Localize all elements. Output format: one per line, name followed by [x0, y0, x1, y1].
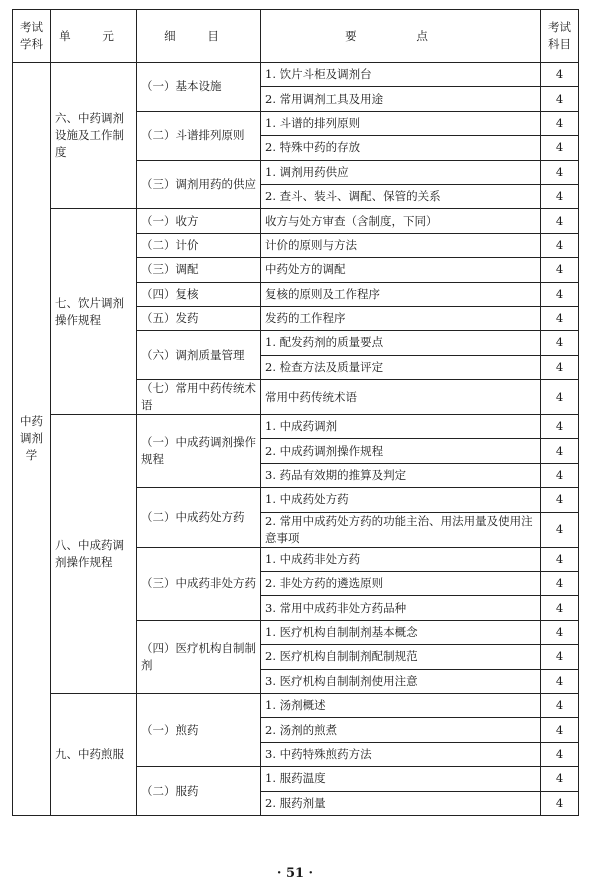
unit-cell: 六、中药调剂设施及工作制度	[51, 63, 137, 209]
point-cell: 收方与处方审查（含制度，下同）	[261, 209, 541, 233]
detail-cell: （七）常用中药传统术语	[137, 380, 261, 415]
point-cell: 1. 中成药非处方药	[261, 547, 541, 571]
level-cell: 4	[541, 693, 579, 717]
level-cell: 4	[541, 767, 579, 791]
detail-cell: （四）复核	[137, 282, 261, 306]
table-header-row	[13, 10, 579, 63]
point-cell: 2. 汤剂的煎煮	[261, 718, 541, 742]
header-points: 要 点	[261, 10, 541, 63]
level-cell: 4	[541, 160, 579, 184]
point-cell: 2. 特殊中药的存放	[261, 136, 541, 160]
table-row	[13, 693, 579, 717]
detail-cell: （二）服药	[137, 767, 261, 816]
subject-cell: 中药调剂学	[13, 63, 51, 816]
syllabus-table	[12, 9, 579, 816]
header-detail: 细 目	[137, 10, 261, 63]
level-cell: 4	[541, 463, 579, 487]
header-subject: 考试学科	[13, 10, 51, 63]
detail-cell: （六）调剂质量管理	[137, 331, 261, 380]
unit-cell: 七、饮片调剂操作规程	[51, 209, 137, 415]
level-cell: 4	[541, 282, 579, 306]
level-cell: 4	[541, 233, 579, 257]
detail-cell: （四）医疗机构自制制剂	[137, 620, 261, 693]
header-unit: 单 元	[51, 10, 137, 63]
detail-cell: （三）调剂用药的供应	[137, 160, 261, 209]
table-row	[13, 63, 579, 87]
point-cell: 复核的原则及工作程序	[261, 282, 541, 306]
point-cell: 2. 检查方法及质量评定	[261, 355, 541, 379]
unit-cell: 九、中药煎服	[51, 693, 137, 815]
level-cell: 4	[541, 572, 579, 596]
point-cell: 2. 医疗机构自制制剂配制规范	[261, 645, 541, 669]
level-cell: 4	[541, 136, 579, 160]
point-cell: 1. 斗谱的排列原则	[261, 111, 541, 135]
point-cell: 3. 药品有效期的推算及判定	[261, 463, 541, 487]
point-cell: 2. 查斗、装斗、调配、保管的关系	[261, 184, 541, 208]
point-cell: 3. 中药特殊煎药方法	[261, 742, 541, 766]
point-cell: 1. 饮片斗柜及调剂台	[261, 63, 541, 87]
detail-cell: （二）斗谱排列原则	[137, 111, 261, 160]
unit-cell: 八、中成药调剂操作规程	[51, 415, 137, 694]
detail-cell: （二）中成药处方药	[137, 488, 261, 547]
level-cell: 4	[541, 547, 579, 571]
point-cell: 计价的原则与方法	[261, 233, 541, 257]
level-cell: 4	[541, 355, 579, 379]
detail-cell: （一）中成药调剂操作规程	[137, 415, 261, 488]
point-cell: 1. 汤剂概述	[261, 693, 541, 717]
level-cell: 4	[541, 596, 579, 620]
level-cell: 4	[541, 488, 579, 512]
point-cell: 中药处方的调配	[261, 258, 541, 282]
level-cell: 4	[541, 439, 579, 463]
point-cell: 2. 常用中成药处方药的功能主治、用法用量及使用注意事项	[261, 512, 541, 547]
table-row	[13, 209, 579, 233]
level-cell: 4	[541, 184, 579, 208]
point-cell: 1. 医疗机构自制制剂基本概念	[261, 620, 541, 644]
point-cell: 1. 中成药处方药	[261, 488, 541, 512]
table-body	[13, 63, 579, 816]
level-cell: 4	[541, 718, 579, 742]
point-cell: 2. 服药剂量	[261, 791, 541, 815]
point-cell: 3. 医疗机构自制制剂使用注意	[261, 669, 541, 693]
point-cell: 1. 服药温度	[261, 767, 541, 791]
level-cell: 4	[541, 742, 579, 766]
detail-cell: （五）发药	[137, 306, 261, 330]
level-cell: 4	[541, 669, 579, 693]
header-level: 考试科目	[541, 10, 579, 63]
detail-cell: （三）调配	[137, 258, 261, 282]
detail-cell: （一）收方	[137, 209, 261, 233]
level-cell: 4	[541, 63, 579, 87]
level-cell: 4	[541, 645, 579, 669]
detail-cell: （三）中成药非处方药	[137, 547, 261, 620]
level-cell: 4	[541, 791, 579, 815]
point-cell: 2. 非处方药的遴选原则	[261, 572, 541, 596]
point-cell: 常用中药传统术语	[261, 380, 541, 415]
level-cell: 4	[541, 87, 579, 111]
level-cell: 4	[541, 209, 579, 233]
level-cell: 4	[541, 415, 579, 439]
point-cell: 2. 中成药调剂操作规程	[261, 439, 541, 463]
level-cell: 4	[541, 258, 579, 282]
point-cell: 2. 常用调剂工具及用途	[261, 87, 541, 111]
level-cell: 4	[541, 380, 579, 415]
detail-cell: （一）基本设施	[137, 63, 261, 112]
level-cell: 4	[541, 331, 579, 355]
detail-cell: （二）计价	[137, 233, 261, 257]
table-row	[13, 415, 579, 439]
point-cell: 1. 配发药剂的质量要点	[261, 331, 541, 355]
point-cell: 发药的工作程序	[261, 306, 541, 330]
level-cell: 4	[541, 111, 579, 135]
level-cell: 4	[541, 306, 579, 330]
point-cell: 3. 常用中成药非处方药品种	[261, 596, 541, 620]
level-cell: 4	[541, 512, 579, 547]
page-number: · 51 ·	[276, 866, 314, 881]
point-cell: 1. 调剂用药供应	[261, 160, 541, 184]
point-cell: 1. 中成药调剂	[261, 415, 541, 439]
detail-cell: （一）煎药	[137, 693, 261, 766]
level-cell: 4	[541, 620, 579, 644]
